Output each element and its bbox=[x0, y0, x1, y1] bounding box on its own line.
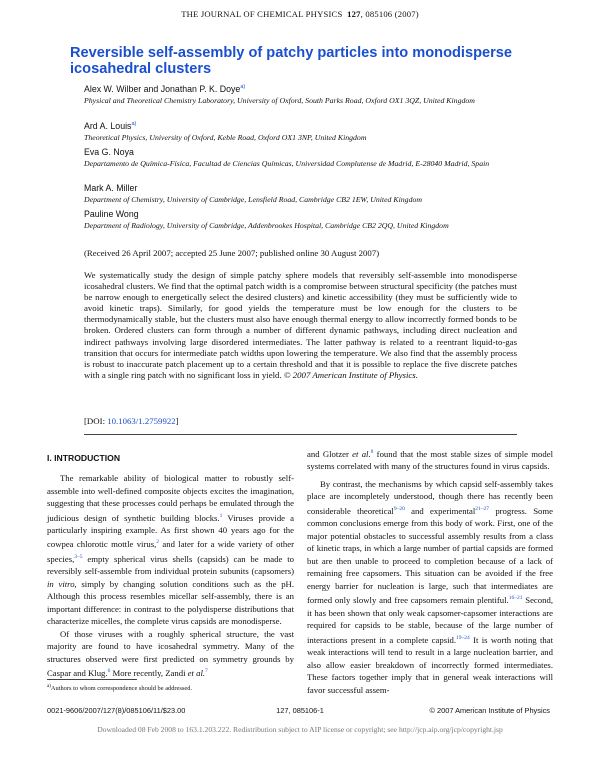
doi-line: [DOI: 10.1063/1.2759922] bbox=[84, 416, 179, 426]
received-dates: (Received 26 April 2007; accepted 25 June 2007; published online 30 August 2007) bbox=[84, 248, 380, 258]
reference-mark: 9–20 bbox=[393, 505, 405, 512]
reference-mark: 19–24 bbox=[456, 634, 470, 641]
intro-paragraph-continued: and Glotzer et al.$^8$ found that the most stable sizes of simple model systems correlated with many of the structures found in virus capsids. bbox=[307, 448, 553, 472]
reference-mark: 1 bbox=[219, 512, 223, 519]
footer-page: 127, 085106-1 bbox=[276, 706, 324, 715]
reference-mark: 6 bbox=[107, 668, 111, 675]
footnote: $^{a)}$Authors to whom correspondence should be addressed. bbox=[47, 684, 192, 693]
author-line-3: Eva G. Noya bbox=[84, 147, 134, 157]
affiliation-2: Theoretical Physics, University of Oxford, Keble Road, Oxford OX1 3NP, United Kingdom bbox=[84, 133, 367, 142]
copyright-notice: © 2007 American Institute of Physics. bbox=[283, 369, 418, 380]
running-head: THE JOURNAL OF CHEMICAL PHYSICS 127, 085106 (2007) bbox=[181, 9, 419, 19]
footer-copyright: © 2007 American Institute of Physics bbox=[429, 706, 550, 715]
intro-paragraph-3: By contrast, the mechanisms by which capsid self-assembly takes place are incompletely understood, though there has recently been considerable theoretical$^{9-20}$ and experimental$^{21-27}$ progress. Some common conclusions emerge from this body of work. First, one of the major potential obstacles to successful assembly results from a class of kinetic traps, in which a large number of partial capsids are formed but are then unable to proceed to completion because of a lack of remaining free capsomers. This situation can be avoided if the free energy barrier for nucleation is large, such that intermediates are formed only slowly and free capsomers remain plentiful.$^{16-21}$ Second, it has been shown that only weak capsomer-capsomer interactions are required for capsids to be stable, because of the large number of interactions present in a complete capsid.$^{19-24}$ It is worth noting that weak interactions will tend to result in a large nucleation barrier, and also allow easier breakdown of incorrectly formed intermediates. These factors together imply that in general weak interactions will favor successful assem- bbox=[307, 478, 553, 695]
reference-mark: 3–5 bbox=[74, 553, 83, 560]
reference-mark: 21–27 bbox=[475, 505, 490, 512]
affiliation-3: Departamento de Química-Física, Facultad de Ciencias Químicas, Universidad Complutense de Madrid, E-28040 Madrid, Spain bbox=[84, 159, 490, 168]
download-notice: Downloaded 08 Feb 2008 to 163.1.203.222. Redistribution subject to AIP license or copyright; see http://jcp.aip.org/jcp/copyright.jsp bbox=[97, 725, 503, 734]
left-column bbox=[47, 472, 294, 680]
affiliation-5: Department of Radiology, University of Cambridge, Addenbrookes Hospital, Cambridge CB2 2QQ, United Kingdom bbox=[84, 221, 449, 230]
article-title: Reversible self-assembly of patchy particles into monodisperse icosahedral clusters bbox=[70, 45, 513, 77]
volume-number: 127 bbox=[347, 9, 361, 19]
affiliation-4: Department of Chemistry, University of Cambridge, Lensfield Road, Cambridge CB2 1EW, United Kingdom bbox=[84, 195, 422, 204]
abstract-divider bbox=[84, 434, 517, 435]
intro-paragraph-2: Of those viruses with a roughly spherical structure, the vast majority are found to have icosahedral symmetry. Many of the structures observed were first predicted on symmetry grounds by Caspar and Klug.$^6$ More recently, Zandi et al.$^7$ bbox=[47, 628, 294, 679]
footnote-divider bbox=[47, 679, 137, 680]
doi-link[interactable]: 10.1063/1.2759922 bbox=[107, 416, 176, 426]
intro-paragraph-1: The remarkable ability of biological matter to robustly self-assemble into well-defined composite objects excites the imagination, suggesting that these processes could perhaps be emulated through the judicious design of synthetic building blocks.$^1$ Viruses provide a particularly inspiring example. As first shown 40 years ago for the cowpea chlorotic mottle virus,$^2$ and later for a wide variety of other species,$^{3-5}$ empty spherical virus shells (capsids) can be made to reversibly self-assemble from individual protein subunits (capsomers) in vitro, simply by changing solution conditions such as the pH. Although this process resembles micellar self-assembly, there is an important difference: in contrast to the polydisperse distributions that characterize micelles, the complete virus capsids are monodisperse. bbox=[47, 473, 295, 627]
reference-mark: 8 bbox=[370, 449, 374, 455]
reference-mark: 16–21 bbox=[508, 595, 523, 602]
reference-mark: 2 bbox=[156, 539, 160, 546]
affiliation-1: Physical and Theoretical Chemistry Laboratory, University of Oxford, South Parks Road, Oxford OX1 3QZ, United Kingdom bbox=[84, 96, 475, 105]
author-line-5: Pauline Wong bbox=[84, 209, 139, 219]
author-line-1: Alex W. Wilber and Jonathan P. K. Doye$^{a)}$ bbox=[84, 84, 246, 94]
footer-code: 0021-9606/2007/127(8)/085106/11/$23.00 bbox=[47, 706, 186, 715]
reference-mark: 7 bbox=[205, 668, 208, 675]
journal-name: THE JOURNAL OF CHEMICAL PHYSICS bbox=[181, 9, 343, 19]
author-line-2: Ard A. Louis$^{a)}$ bbox=[84, 121, 137, 131]
abstract-text: We systematically study the design of simple patchy sphere models that reversibly self-assemble into monodisperse icosahedral clusters. We find that the optimal patch width is a compromise between structural specificity (the patches must be narrow enough to energetically select the desired clusters) and kinetic accessibility (they must be sufficiently wide to avoid kinetic traps). Similarly, for good yields the temperature must be low enough for the clusters to be thermodynamically stable, but the clusters must also have enough thermal energy to allow incorrectly formed bonds to be broken. Ordered clusters can form through a number of different dynamic pathways, including direct nucleation and indirect pathways involving large disordered intermediates. The latter pathway is related to a reentrant liquid-to-gas transition that occurs for intermediate patch widths upon lowering the temperature. We also find that the assembly process is robust to inaccurate patch placement up to a certain threshold and that it is possible to replace the five discrete patches with a single ring patch with no significant loss in yield. bbox=[84, 270, 517, 380]
author-line-4: Mark A. Miller bbox=[84, 183, 138, 193]
right-column bbox=[307, 446, 553, 696]
section-heading: I. INTRODUCTION bbox=[47, 453, 121, 463]
article-number: 085106 (2007) bbox=[365, 9, 419, 19]
abstract bbox=[84, 270, 517, 381]
